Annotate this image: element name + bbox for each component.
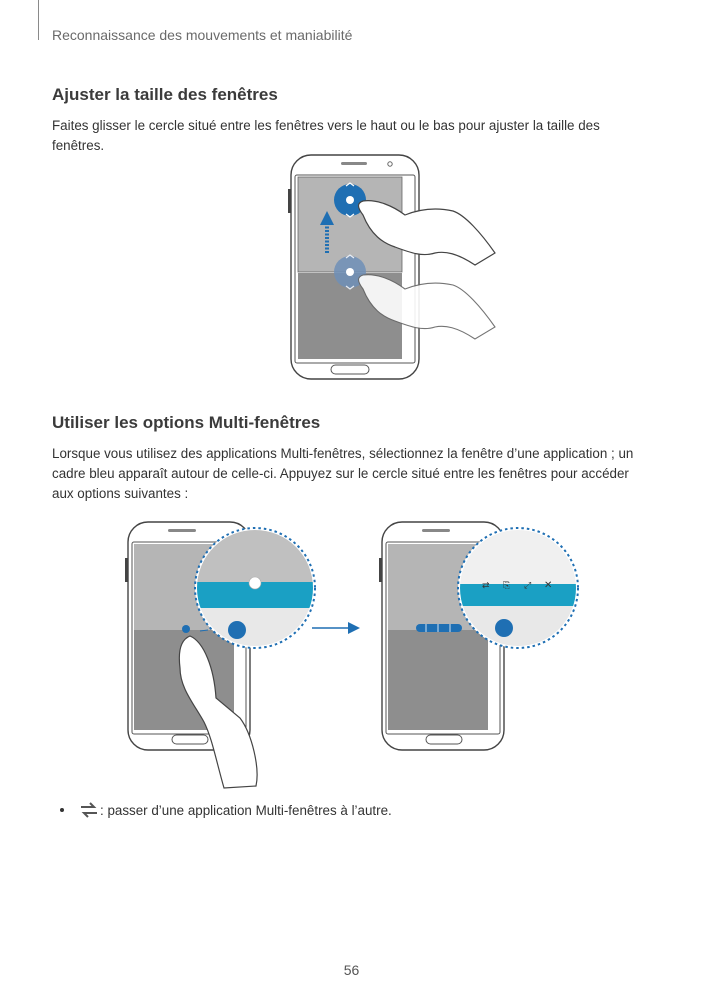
header-rail bbox=[38, 0, 39, 40]
section-body-resize: Faites glisser le cercle situé entre les fenêtres vers le haut ou le bas pour ajuster la taille des fenêtres. bbox=[52, 118, 600, 153]
right-bottom-window bbox=[388, 630, 488, 730]
switch-windows-icon bbox=[78, 802, 100, 818]
section-body-options: Lorsque vous utilisez des applications Multi-fenêtres, sélectionnez la fenêtre d’une application ; un cadre bleu apparaît autour de celle-ci. Appuyez sur le cercle situé entre les fenêtres pour accéder aux options suivantes : bbox=[52, 446, 634, 501]
options-illustration bbox=[120, 518, 590, 790]
share-content-icon: ⎘ bbox=[503, 580, 511, 590]
resize-illustration bbox=[285, 153, 525, 383]
switch-windows-icon: ⇄ bbox=[482, 580, 490, 590]
chapter-title: Reconnaissance des mouvements et maniabilité bbox=[52, 27, 353, 43]
bullet-item-switch bbox=[60, 802, 392, 818]
options-bar bbox=[416, 624, 462, 632]
close-window-icon: ✕ bbox=[544, 580, 553, 591]
bullet-dot bbox=[60, 808, 64, 812]
section-title-resize: Ajuster la taille des fenêtres bbox=[52, 85, 278, 104]
left-divider-dot bbox=[182, 625, 190, 633]
right-arrow-icon bbox=[348, 622, 360, 634]
full-screen-icon: ⤢ bbox=[524, 580, 532, 590]
section-title-options: Utiliser les options Multi-fenêtres bbox=[52, 413, 321, 432]
bullet-text: : passer d’une application Multi-fenêtres à l’autre. bbox=[100, 802, 392, 818]
page-number: 56 bbox=[343, 962, 360, 978]
